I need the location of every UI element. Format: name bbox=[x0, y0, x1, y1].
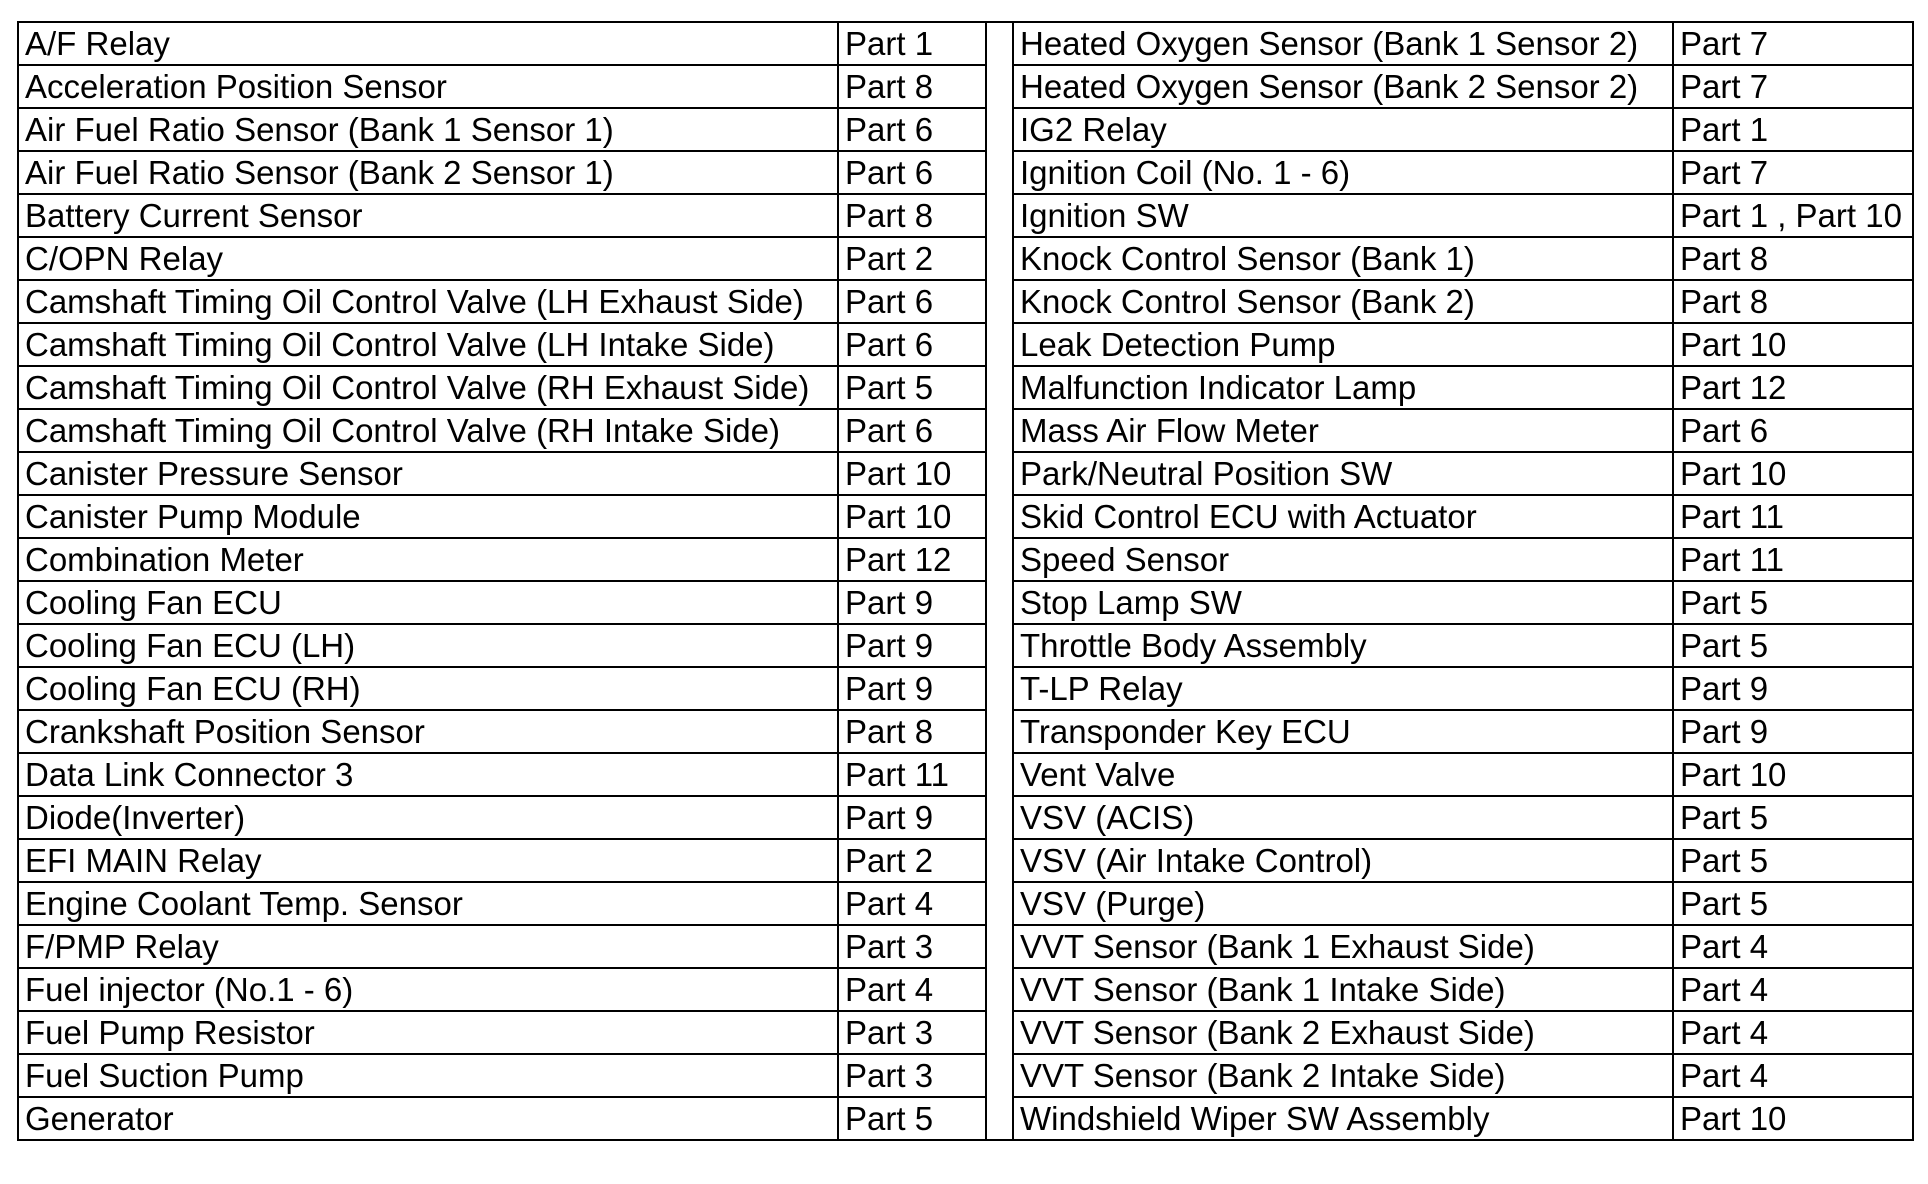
right-component-name-cell: Leak Detection Pump bbox=[1013, 323, 1673, 366]
right-part-cell: Part 7 bbox=[1673, 151, 1913, 194]
right-component-name-cell: Skid Control ECU with Actuator bbox=[1013, 495, 1673, 538]
left-component-name-cell: Air Fuel Ratio Sensor (Bank 2 Sensor 1) bbox=[18, 151, 838, 194]
right-component-name-cell: VVT Sensor (Bank 2 Intake Side) bbox=[1013, 1054, 1673, 1097]
left-component-name-cell: C/OPN Relay bbox=[18, 237, 838, 280]
right-part-cell: Part 10 bbox=[1673, 1097, 1913, 1140]
left-part-cell: Part 2 bbox=[838, 839, 986, 882]
right-part-cell: Part 9 bbox=[1673, 710, 1913, 753]
right-part-cell: Part 8 bbox=[1673, 280, 1913, 323]
right-part-cell: Part 10 bbox=[1673, 452, 1913, 495]
right-part-cell: Part 4 bbox=[1673, 925, 1913, 968]
column-gap bbox=[986, 495, 1013, 538]
column-gap bbox=[986, 538, 1013, 581]
table-row bbox=[18, 581, 1913, 624]
table-row bbox=[18, 237, 1913, 280]
left-part-cell: Part 6 bbox=[838, 409, 986, 452]
column-gap bbox=[986, 409, 1013, 452]
right-part-cell: Part 6 bbox=[1673, 409, 1913, 452]
right-component-name-cell: Throttle Body Assembly bbox=[1013, 624, 1673, 667]
left-part-cell: Part 3 bbox=[838, 1011, 986, 1054]
right-component-name-cell: Knock Control Sensor (Bank 2) bbox=[1013, 280, 1673, 323]
table-row bbox=[18, 925, 1913, 968]
column-gap bbox=[986, 968, 1013, 1011]
column-gap bbox=[986, 882, 1013, 925]
left-part-cell: Part 10 bbox=[838, 495, 986, 538]
right-component-name-cell: Vent Valve bbox=[1013, 753, 1673, 796]
left-part-cell: Part 1 bbox=[838, 22, 986, 65]
right-part-cell: Part 5 bbox=[1673, 839, 1913, 882]
right-component-name-cell: IG2 Relay bbox=[1013, 108, 1673, 151]
left-component-name-cell: Combination Meter bbox=[18, 538, 838, 581]
column-gap bbox=[986, 796, 1013, 839]
left-part-cell: Part 6 bbox=[838, 151, 986, 194]
left-component-name-cell: F/PMP Relay bbox=[18, 925, 838, 968]
right-part-cell: Part 11 bbox=[1673, 495, 1913, 538]
left-part-cell: Part 11 bbox=[838, 753, 986, 796]
right-component-name-cell: VSV (Air Intake Control) bbox=[1013, 839, 1673, 882]
right-component-name-cell: Malfunction Indicator Lamp bbox=[1013, 366, 1673, 409]
left-component-name-cell: Battery Current Sensor bbox=[18, 194, 838, 237]
right-component-name-cell: Stop Lamp SW bbox=[1013, 581, 1673, 624]
left-part-cell: Part 4 bbox=[838, 968, 986, 1011]
left-component-name-cell: Air Fuel Ratio Sensor (Bank 1 Sensor 1) bbox=[18, 108, 838, 151]
table-row bbox=[18, 280, 1913, 323]
table-row bbox=[18, 366, 1913, 409]
right-component-name-cell: Heated Oxygen Sensor (Bank 1 Sensor 2) bbox=[1013, 22, 1673, 65]
parts-index-body bbox=[18, 22, 1913, 1140]
left-part-cell: Part 9 bbox=[838, 796, 986, 839]
column-gap bbox=[986, 65, 1013, 108]
right-component-name-cell: Transponder Key ECU bbox=[1013, 710, 1673, 753]
column-gap bbox=[986, 581, 1013, 624]
right-component-name-cell: VVT Sensor (Bank 1 Intake Side) bbox=[1013, 968, 1673, 1011]
left-component-name-cell: Generator bbox=[18, 1097, 838, 1140]
table-row bbox=[18, 882, 1913, 925]
column-gap bbox=[986, 839, 1013, 882]
left-part-cell: Part 6 bbox=[838, 108, 986, 151]
left-component-name-cell: Fuel Pump Resistor bbox=[18, 1011, 838, 1054]
left-part-cell: Part 2 bbox=[838, 237, 986, 280]
right-component-name-cell: Speed Sensor bbox=[1013, 538, 1673, 581]
column-gap bbox=[986, 151, 1013, 194]
table-row bbox=[18, 22, 1913, 65]
right-part-cell: Part 4 bbox=[1673, 1011, 1913, 1054]
table-row bbox=[18, 495, 1913, 538]
column-gap bbox=[986, 280, 1013, 323]
right-component-name-cell: VSV (Purge) bbox=[1013, 882, 1673, 925]
left-component-name-cell: Fuel Suction Pump bbox=[18, 1054, 838, 1097]
right-component-name-cell: VVT Sensor (Bank 1 Exhaust Side) bbox=[1013, 925, 1673, 968]
table-row bbox=[18, 624, 1913, 667]
column-gap bbox=[986, 452, 1013, 495]
left-component-name-cell: Camshaft Timing Oil Control Valve (LH Intake Side) bbox=[18, 323, 838, 366]
left-component-name-cell: Diode(Inverter) bbox=[18, 796, 838, 839]
right-part-cell: Part 1 bbox=[1673, 108, 1913, 151]
left-part-cell: Part 6 bbox=[838, 280, 986, 323]
right-part-cell: Part 7 bbox=[1673, 65, 1913, 108]
right-component-name-cell: VSV (ACIS) bbox=[1013, 796, 1673, 839]
left-part-cell: Part 6 bbox=[838, 323, 986, 366]
column-gap bbox=[986, 753, 1013, 796]
left-component-name-cell: Fuel injector (No.1 - 6) bbox=[18, 968, 838, 1011]
right-component-name-cell: Windshield Wiper SW Assembly bbox=[1013, 1097, 1673, 1140]
left-component-name-cell: Engine Coolant Temp. Sensor bbox=[18, 882, 838, 925]
column-gap bbox=[986, 1011, 1013, 1054]
table-row bbox=[18, 538, 1913, 581]
right-part-cell: Part 1 , Part 10 bbox=[1673, 194, 1913, 237]
column-gap bbox=[986, 925, 1013, 968]
right-part-cell: Part 5 bbox=[1673, 882, 1913, 925]
left-part-cell: Part 9 bbox=[838, 667, 986, 710]
right-component-name-cell: Mass Air Flow Meter bbox=[1013, 409, 1673, 452]
table-row bbox=[18, 151, 1913, 194]
left-component-name-cell: Cooling Fan ECU (RH) bbox=[18, 667, 838, 710]
right-part-cell: Part 4 bbox=[1673, 968, 1913, 1011]
table-row bbox=[18, 710, 1913, 753]
left-component-name-cell: Camshaft Timing Oil Control Valve (RH Exhaust Side) bbox=[18, 366, 838, 409]
left-part-cell: Part 10 bbox=[838, 452, 986, 495]
parts-index-table bbox=[17, 21, 1914, 1141]
table-row bbox=[18, 667, 1913, 710]
table-row bbox=[18, 753, 1913, 796]
table-row bbox=[18, 1097, 1913, 1140]
column-gap bbox=[986, 1097, 1013, 1140]
left-part-cell: Part 5 bbox=[838, 1097, 986, 1140]
left-part-cell: Part 4 bbox=[838, 882, 986, 925]
right-part-cell: Part 5 bbox=[1673, 624, 1913, 667]
column-gap bbox=[986, 22, 1013, 65]
table-row bbox=[18, 796, 1913, 839]
left-part-cell: Part 3 bbox=[838, 925, 986, 968]
left-part-cell: Part 12 bbox=[838, 538, 986, 581]
table-row bbox=[18, 452, 1913, 495]
column-gap bbox=[986, 1054, 1013, 1097]
table-row bbox=[18, 108, 1913, 151]
right-part-cell: Part 10 bbox=[1673, 323, 1913, 366]
left-part-cell: Part 5 bbox=[838, 366, 986, 409]
parts-index-table-container bbox=[17, 21, 1914, 1141]
left-part-cell: Part 8 bbox=[838, 710, 986, 753]
left-component-name-cell: Camshaft Timing Oil Control Valve (LH Exhaust Side) bbox=[18, 280, 838, 323]
right-part-cell: Part 9 bbox=[1673, 667, 1913, 710]
column-gap bbox=[986, 667, 1013, 710]
left-component-name-cell: Camshaft Timing Oil Control Valve (RH Intake Side) bbox=[18, 409, 838, 452]
table-row bbox=[18, 839, 1913, 882]
left-part-cell: Part 9 bbox=[838, 581, 986, 624]
table-row bbox=[18, 1054, 1913, 1097]
column-gap bbox=[986, 710, 1013, 753]
left-component-name-cell: Canister Pressure Sensor bbox=[18, 452, 838, 495]
right-component-name-cell: VVT Sensor (Bank 2 Exhaust Side) bbox=[1013, 1011, 1673, 1054]
right-component-name-cell: T-LP Relay bbox=[1013, 667, 1673, 710]
table-row bbox=[18, 409, 1913, 452]
right-component-name-cell: Knock Control Sensor (Bank 1) bbox=[1013, 237, 1673, 280]
column-gap bbox=[986, 194, 1013, 237]
table-row bbox=[18, 323, 1913, 366]
left-component-name-cell: Cooling Fan ECU bbox=[18, 581, 838, 624]
right-part-cell: Part 7 bbox=[1673, 22, 1913, 65]
table-row bbox=[18, 65, 1913, 108]
left-component-name-cell: Crankshaft Position Sensor bbox=[18, 710, 838, 753]
table-row bbox=[18, 968, 1913, 1011]
right-part-cell: Part 11 bbox=[1673, 538, 1913, 581]
left-part-cell: Part 8 bbox=[838, 65, 986, 108]
right-component-name-cell: Ignition SW bbox=[1013, 194, 1673, 237]
left-component-name-cell: Cooling Fan ECU (LH) bbox=[18, 624, 838, 667]
left-component-name-cell: Canister Pump Module bbox=[18, 495, 838, 538]
left-part-cell: Part 8 bbox=[838, 194, 986, 237]
column-gap bbox=[986, 366, 1013, 409]
column-gap bbox=[986, 323, 1013, 366]
left-component-name-cell: Data Link Connector 3 bbox=[18, 753, 838, 796]
right-part-cell: Part 5 bbox=[1673, 581, 1913, 624]
right-part-cell: Part 12 bbox=[1673, 366, 1913, 409]
right-component-name-cell: Park/Neutral Position SW bbox=[1013, 452, 1673, 495]
right-part-cell: Part 10 bbox=[1673, 753, 1913, 796]
right-component-name-cell: Heated Oxygen Sensor (Bank 2 Sensor 2) bbox=[1013, 65, 1673, 108]
left-part-cell: Part 9 bbox=[838, 624, 986, 667]
right-component-name-cell: Ignition Coil (No. 1 - 6) bbox=[1013, 151, 1673, 194]
table-row bbox=[18, 1011, 1913, 1054]
column-gap bbox=[986, 237, 1013, 280]
left-component-name-cell: Acceleration Position Sensor bbox=[18, 65, 838, 108]
left-part-cell: Part 3 bbox=[838, 1054, 986, 1097]
left-component-name-cell: A/F Relay bbox=[18, 22, 838, 65]
right-part-cell: Part 4 bbox=[1673, 1054, 1913, 1097]
column-gap bbox=[986, 108, 1013, 151]
right-part-cell: Part 8 bbox=[1673, 237, 1913, 280]
table-row bbox=[18, 194, 1913, 237]
column-gap bbox=[986, 624, 1013, 667]
right-part-cell: Part 5 bbox=[1673, 796, 1913, 839]
left-component-name-cell: EFI MAIN Relay bbox=[18, 839, 838, 882]
